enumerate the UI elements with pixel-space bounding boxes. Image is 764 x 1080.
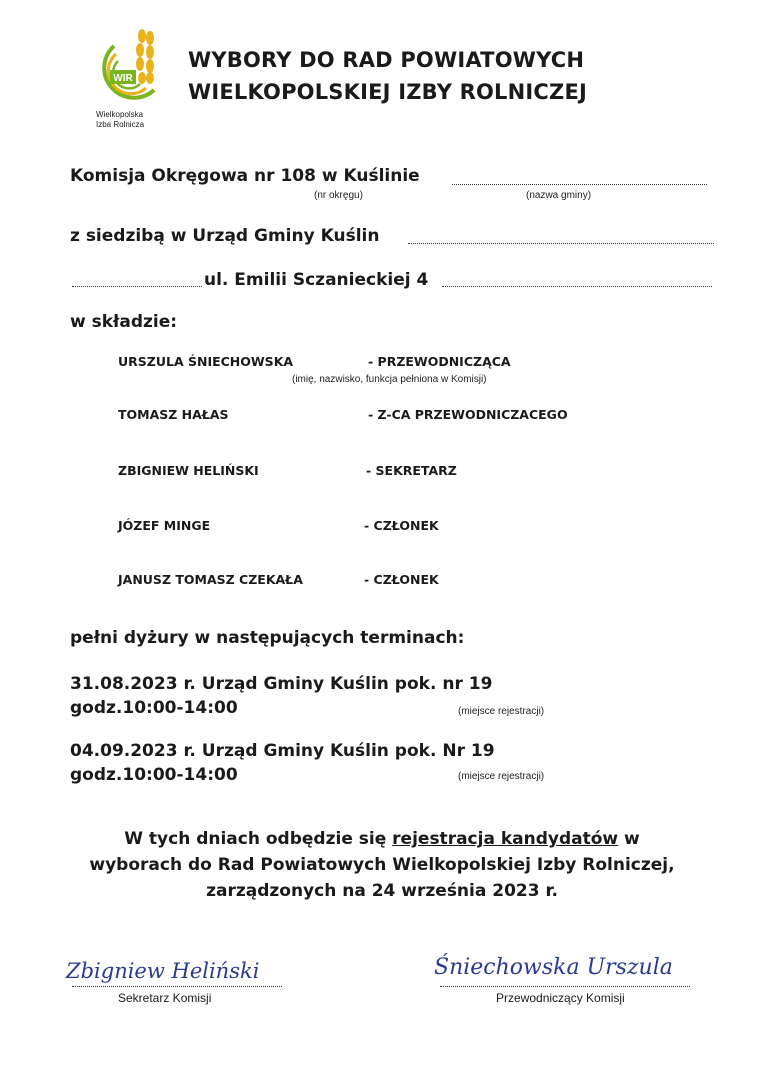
title-line1: WYBORY DO RAD POWIATOWYCH: [188, 48, 585, 72]
duty-entry-2-hint: (miejsce rejestracji): [458, 771, 545, 782]
dotted-fill: [408, 243, 714, 244]
composition-label: w składzie:: [70, 312, 178, 332]
signature-left: [60, 944, 300, 988]
logo-text: WIR: [113, 73, 133, 84]
title-line2: WIELKOPOLSKIEJ IZBY ROLNICZEJ: [188, 80, 587, 104]
dotted-fill: [72, 286, 202, 287]
duty-entry-2-line1: 04.09.2023 r. Urząd Gminy Kuślin pok. Nr 19: [70, 741, 495, 761]
member-name-2: TOMASZ HAŁAS: [118, 407, 229, 422]
hint-district: (nr okręgu): [314, 190, 363, 201]
dotted-fill: [452, 184, 707, 185]
signature-caption-right: Przewodniczący Komisji: [496, 991, 625, 1005]
dotted-fill: [442, 286, 712, 287]
logo-caption: [96, 110, 144, 130]
member-role-4: - CZŁONEK: [364, 518, 439, 533]
commission-line: Komisja Okręgowa nr 108 w Kuślinie: [70, 166, 420, 186]
notice-line3: zarządzonych na 24 września 2023 r.: [206, 881, 558, 901]
signature-caption-left: Sekretarz Komisji: [118, 991, 212, 1005]
notice-underlined: rejestracja kandydatów: [392, 829, 619, 849]
registration-notice: [40, 826, 724, 904]
logo-caption-line1: Wielkopolska: [96, 110, 144, 119]
seat-line: z siedzibą w Urząd Gminy Kuślin: [70, 226, 380, 246]
signature-line-left: [72, 986, 282, 987]
member-role-1: - PRZEWODNICZĄCA: [368, 354, 511, 369]
duty-heading: pełni dyżury w następujących terminach:: [70, 628, 465, 648]
duty-entry-1-line1: 31.08.2023 r. Urząd Gminy Kuślin pok. nr 19: [70, 674, 493, 694]
member-name-4: JÓZEF MINGE: [118, 518, 211, 533]
member-hint: (imię, nazwisko, funkcja pełniona w Komisji): [292, 374, 487, 385]
member-role-5: - CZŁONEK: [364, 572, 439, 587]
wir-logo: [84, 28, 164, 110]
duty-entry-2-line2: godz.10:00-14:00: [70, 765, 238, 785]
notice-part1: W tych dniach odbędzie się: [124, 829, 393, 849]
signature-right-text: Śniechowska Urszula: [434, 955, 673, 980]
signature-right: [428, 940, 698, 988]
notice-part2: w: [618, 829, 640, 849]
notice-line2: wyborach do Rad Powiatowych Wielkopolskiej Izby Rolniczej,: [89, 855, 675, 875]
duty-entry-1-hint: (miejsce rejestracji): [458, 706, 545, 717]
signature-line-right: [440, 986, 690, 987]
signature-left-text: Zbigniew Heliński: [66, 959, 260, 983]
notice-line1: [40, 826, 724, 852]
member-name-1: URSZULA ŚNIECHOWSKA: [118, 354, 294, 369]
wheat-icon: [136, 29, 154, 84]
logo-caption-line2: Izba Rolnicza: [96, 120, 145, 129]
member-role-3: - SEKRETARZ: [366, 463, 457, 478]
member-role-2: - Z-CA PRZEWODNICZACEGO: [368, 407, 568, 422]
hint-gmina: (nazwa gminy): [526, 190, 592, 201]
duty-entry-1-line2: godz.10:00-14:00: [70, 698, 238, 718]
address-line: ul. Emilii Sczanieckiej 4: [204, 270, 429, 290]
member-name-3: ZBIGNIEW HELIŃSKI: [118, 463, 259, 478]
member-name-5: JANUSZ TOMASZ CZEKAŁA: [118, 572, 303, 587]
